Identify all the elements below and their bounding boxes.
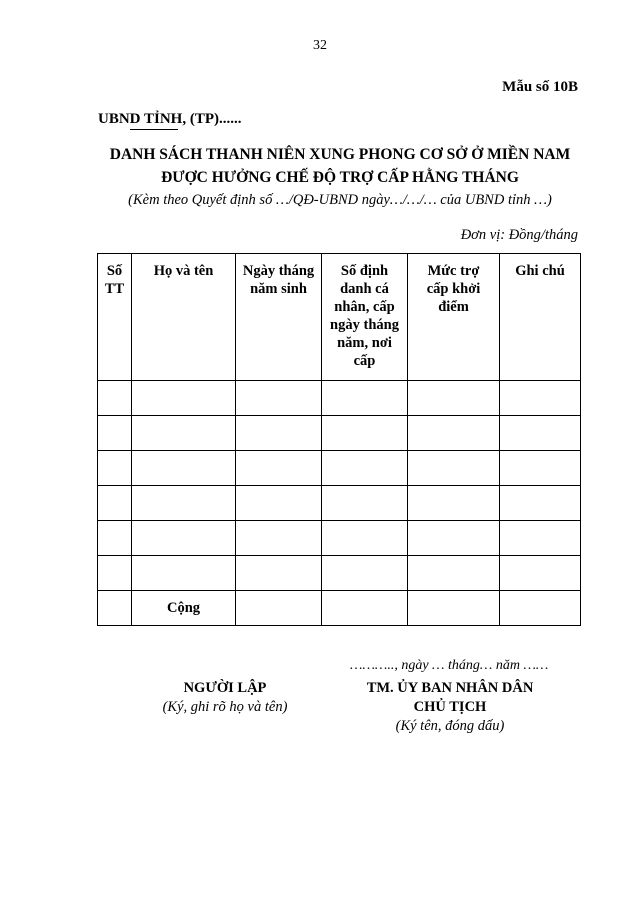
header-cell-name: Họ và tên: [132, 254, 236, 381]
table-row: [98, 451, 581, 486]
header-cell-id: Số định danh cá nhân, cấp ngày tháng năm, nơi cấp: [322, 254, 408, 381]
page-number: 32: [313, 38, 327, 53]
document-title-line2: ĐƯỢC HƯỞNG CHẾ ĐỘ TRỢ CẤP HẰNG THÁNG: [161, 169, 519, 186]
currency-unit: Đơn vị: Đồng/tháng: [460, 227, 578, 243]
header-cell-stt: Số TT: [98, 254, 132, 381]
table-header-row: [98, 254, 581, 381]
roster-table: [97, 253, 581, 626]
table-total-row: [98, 591, 581, 626]
preparer-note: (Ký, ghi rõ họ và tên): [162, 699, 288, 715]
chairman-note: (Ký tên, đóng dấu): [395, 718, 505, 734]
date-line: ……….., ngày … tháng… năm ……: [350, 658, 549, 673]
document-subtitle: (Kèm theo Quyết định số …/QĐ-UBND ngày…/…/… của UBND tỉnh …): [128, 192, 552, 208]
header-cell-allowance: Mức trợ cấp khởi điểm: [408, 254, 500, 381]
chairman-role: CHỦ TỊCH: [413, 699, 487, 715]
table-row: [98, 486, 581, 521]
total-label: Cộng: [132, 591, 236, 626]
chairman-signature-block: [340, 679, 560, 736]
committee-role: TM. ỦY BAN NHÂN DÂN: [366, 680, 534, 696]
agency-header: UBND TỈNH, (TP)......: [98, 111, 242, 127]
preparer-role: NGƯỜI LẬP: [183, 680, 267, 696]
table-row: [98, 381, 581, 416]
header-cell-dob: Ngày tháng năm sinh: [236, 254, 322, 381]
document-title-line1: DANH SÁCH THANH NIÊN XUNG PHONG CƠ SỞ Ở MIỀN NAM: [109, 146, 571, 163]
table-row: [98, 556, 581, 591]
header-cell-notes: Ghi chú: [500, 254, 581, 381]
agency-underline: [130, 129, 178, 130]
form-code: Mẫu số 10B: [502, 79, 578, 95]
table-row: [98, 416, 581, 451]
table-row: [98, 521, 581, 556]
preparer-signature-block: [140, 679, 310, 717]
